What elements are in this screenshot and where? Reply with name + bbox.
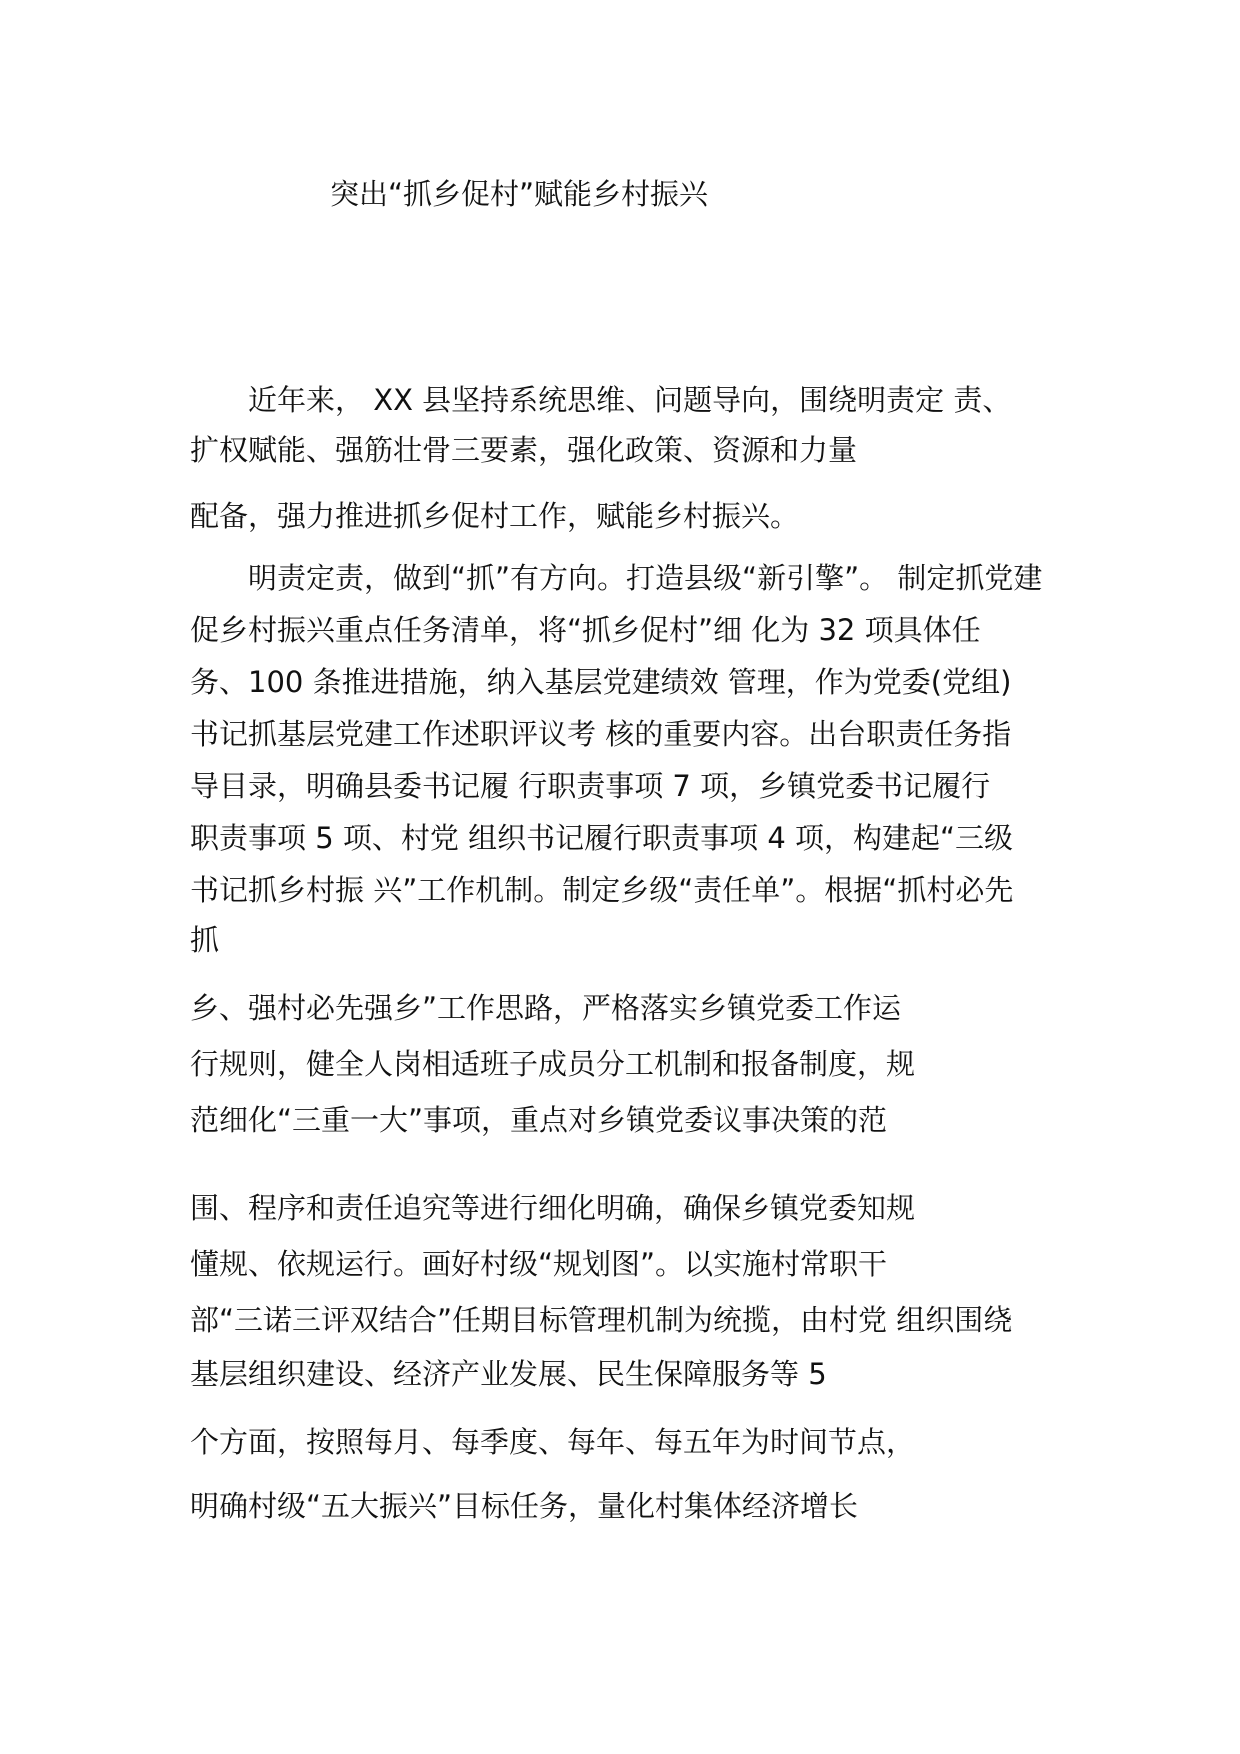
paragraph-line-17: 部“三诺三评双结合”任期目标管理机制为统揽，由村党 组织围绕 bbox=[190, 1303, 1013, 1337]
paragraph-line-12: 乡、强村必先强乡”工作思路，严格落实乡镇党委工作运 bbox=[190, 991, 902, 1025]
paragraph-line-2: 扩权赋能、强筋壮骨三要素，强化政策、资源和力量 bbox=[190, 433, 858, 467]
paragraph-line-11: 抓 bbox=[190, 923, 220, 957]
paragraph-line-18: 基层组织建设、经济产业发展、民生保障服务等 5 bbox=[190, 1357, 827, 1391]
paragraph-line-13: 行规则，健全人岗相适班子成员分工机制和报备制度，规 bbox=[190, 1047, 916, 1081]
paragraph-line-19: 个方面，按照每月、每季度、每年、每五年为时间节点， bbox=[190, 1425, 916, 1459]
document-title: 突出“抓乡促村”赋能乡村振兴 bbox=[330, 177, 709, 211]
paragraph-line-7: 书记抓基层党建工作述职评议考 核的重要内容。出台职责任务指 bbox=[190, 717, 1012, 751]
paragraph-line-9: 职责事项 5 项、村党 组织书记履行职责事项 4 项，构建起“三级 bbox=[190, 821, 1014, 855]
paragraph-line-16: 懂规、依规运行。画好村级“规划图”。以实施村常职干 bbox=[190, 1247, 888, 1281]
paragraph-line-6: 务、100 条推进措施，纳入基层党建绩效 管理，作为党委(党组) bbox=[190, 665, 1012, 699]
paragraph-line-14: 范细化“三重一大”事项，重点对乡镇党委议事决策的范 bbox=[190, 1103, 888, 1137]
paragraph-line-10: 书记抓乡村振 兴”工作机制。制定乡级“责任单”。根据“抓村必先 bbox=[190, 873, 1014, 907]
paragraph-line-3: 配备，强力推进抓乡促村工作，赋能乡村振兴。 bbox=[190, 499, 800, 533]
paragraph-line-4: 明责定责，做到“抓”有方向。打造县级“新引擎”。 制定抓党建 bbox=[248, 561, 1043, 595]
paragraph-line-20: 明确村级“五大振兴”目标任务，量化村集体经济增长 bbox=[190, 1489, 859, 1523]
paragraph-line-1: 近年来， XX 县坚持系统思维、问题导向，围绕明责定 责、 bbox=[248, 383, 1012, 417]
paragraph-line-15: 围、程序和责任追究等进行细化明确，确保乡镇党委知规 bbox=[190, 1191, 916, 1225]
paragraph-line-8: 导目录，明确县委书记履 行职责事项 7 项，乡镇党委书记履行 bbox=[190, 769, 991, 803]
paragraph-line-5: 促乡村振兴重点任务清单，将“抓乡促村”细 化为 32 项具体任 bbox=[190, 613, 981, 647]
